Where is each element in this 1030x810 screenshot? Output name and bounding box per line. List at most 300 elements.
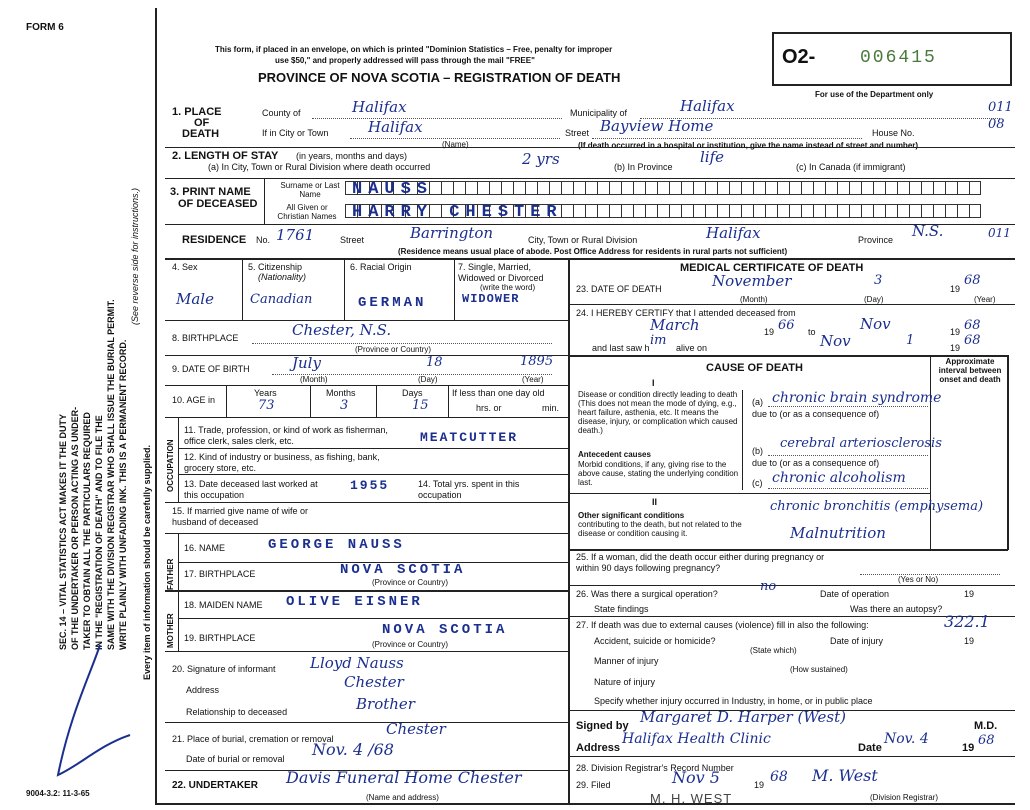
due-to-a: due to (or as a consequence of) bbox=[752, 409, 880, 419]
death-day-value: 3 bbox=[874, 273, 883, 288]
occupation-vert: OCCUPATION bbox=[166, 439, 175, 492]
age-div4 bbox=[448, 385, 449, 417]
name-char-box bbox=[585, 204, 597, 218]
undertaker-label: 22. UNDERTAKER bbox=[172, 780, 258, 791]
filed-year-prefix: 19 bbox=[754, 780, 765, 790]
citizenship-value: Canadian bbox=[250, 292, 313, 307]
last-saw-label: and last saw h bbox=[592, 343, 650, 353]
row4-div2 bbox=[344, 258, 345, 320]
dob-day-sub: (Day) bbox=[418, 375, 438, 384]
yes-no-label: (Yes or No) bbox=[898, 575, 939, 584]
name-char-box bbox=[885, 204, 897, 218]
name-char-box bbox=[669, 204, 681, 218]
other-label: Other significant conditions bbox=[578, 511, 685, 520]
dept-use-note: For use of the Department only bbox=[815, 90, 934, 99]
registrar-value: M. West bbox=[812, 766, 878, 785]
age-div1 bbox=[226, 385, 227, 417]
side-instructions: (See reverse side for instructions.) bbox=[130, 187, 140, 325]
row28-top-line bbox=[568, 756, 1015, 757]
municipality-code: 011 bbox=[988, 100, 1013, 115]
undertaker-sub: (Name and address) bbox=[366, 793, 439, 802]
marital-label: 7. Single, Married, Widowed or Divorced bbox=[458, 262, 544, 283]
side-sec-1: SEC. 14 – VITAL STATISTICS ACT MAKES IT THE DUTY bbox=[58, 413, 68, 650]
name-char-box bbox=[933, 181, 945, 195]
burial-date-label: Date of burial or removal bbox=[186, 754, 285, 764]
name-char-box bbox=[717, 181, 729, 195]
date-death-label: 23. DATE OF DEATH bbox=[576, 284, 662, 294]
mother-top-line bbox=[165, 590, 568, 592]
name-char-box bbox=[837, 204, 849, 218]
cause-b-value: cerebral arteriosclerosis bbox=[780, 436, 942, 451]
dob-year: 1895 bbox=[520, 354, 554, 369]
dob-day: 18 bbox=[426, 355, 443, 370]
name-char-box bbox=[825, 204, 837, 218]
death-day-sub: (Day) bbox=[864, 295, 884, 304]
mother-birthplace-sub: (Province or Country) bbox=[372, 640, 449, 649]
age-div3 bbox=[376, 385, 377, 417]
name-char-box bbox=[777, 181, 789, 195]
death-month-sub: (Month) bbox=[740, 295, 768, 304]
side-every-item: Every item of information should be carefully supplied. bbox=[142, 444, 152, 680]
pen-stroke bbox=[58, 645, 130, 775]
age-months-value: 3 bbox=[340, 398, 349, 413]
side-sec-3: TAKER TO OBTAIN ALL THE PARTICULARS REQUIRED bbox=[82, 412, 92, 650]
in-city-value: 2 yrs bbox=[522, 150, 560, 168]
pen-mark bbox=[30, 635, 140, 795]
municipality-value: Halifax bbox=[680, 97, 735, 115]
sig-date-label: Date bbox=[858, 742, 882, 754]
age-days-label: Days bbox=[402, 388, 423, 398]
alive-on-label: alive on bbox=[676, 343, 708, 353]
side-sec-2: OF THE UNDERTAKER OR PERSON ACTING AS UNDER- bbox=[70, 406, 80, 650]
nationality-label: (Nationality) bbox=[258, 272, 307, 282]
inf-address-value: Chester bbox=[344, 673, 404, 691]
county-line bbox=[312, 118, 562, 119]
findings-label: State findings bbox=[594, 604, 649, 614]
res-no-label: No. bbox=[256, 235, 271, 245]
accident-label: Accident, suicide or homicide? bbox=[594, 636, 716, 646]
burial-place-label: 21. Place of burial, cremation or removal bbox=[172, 734, 334, 744]
attend-from-value: March bbox=[650, 316, 700, 334]
signed-value: Margaret D. Harper (West) bbox=[640, 708, 847, 726]
name-char-box bbox=[477, 181, 489, 195]
sig-date-value: Nov. 4 bbox=[884, 731, 929, 747]
place-death-label: 1. PLACE bbox=[172, 106, 222, 118]
father-top-line bbox=[165, 533, 568, 534]
code-value: 322.1 bbox=[944, 612, 990, 631]
in-province-label: (b) In Province bbox=[614, 162, 673, 172]
antecedent-sub: Morbid conditions, if any, giving rise to the above cause, stating the underlying condition last. bbox=[578, 460, 739, 487]
dob-month-sub: (Month) bbox=[300, 375, 328, 384]
name-char-box bbox=[561, 181, 573, 195]
manner-label: Manner of injury bbox=[594, 656, 659, 666]
cause-c-label: (c) bbox=[752, 478, 763, 488]
cause-c-line bbox=[768, 488, 928, 489]
name-char-box bbox=[801, 181, 813, 195]
sex-value: Male bbox=[176, 290, 214, 308]
residence-note: (Residence means usual place of abode. Post Office Address for residents in rural parts not sufficient) bbox=[398, 247, 788, 256]
trade-label: 11. Trade, profession, or kind of work as fisherman, office clerk, sales clerk, etc. bbox=[184, 425, 388, 446]
name-char-box bbox=[849, 181, 861, 195]
name-char-box bbox=[609, 181, 621, 195]
filed-year-value: 68 bbox=[770, 769, 788, 785]
occ-top-line bbox=[165, 417, 568, 418]
middle-divider bbox=[568, 258, 570, 803]
residence-label: RESIDENCE bbox=[182, 234, 247, 246]
cause-b-line bbox=[768, 455, 928, 456]
name-char-box bbox=[861, 204, 873, 218]
sig-address-value: Halifax Health Clinic bbox=[622, 731, 771, 747]
date-injury-label: Date of injury bbox=[830, 636, 884, 646]
surgery-label: 26. Was there a surgical operation? bbox=[576, 589, 718, 599]
maiden-label: 18. MAIDEN NAME bbox=[184, 600, 263, 610]
sec3-top-line bbox=[165, 178, 1015, 179]
name-char-box bbox=[645, 204, 657, 218]
birthplace-sub: (Province or Country) bbox=[355, 345, 432, 354]
father-name-label: 16. NAME bbox=[184, 543, 226, 553]
certify-label: 24. I HEREBY CERTIFY that I attended deceased from bbox=[576, 308, 796, 318]
name-char-box bbox=[765, 181, 777, 195]
name-char-box bbox=[657, 181, 669, 195]
married-name-label: 15. If married give name of wife or husband of deceased bbox=[172, 506, 309, 527]
informant-value: Lloyd Nauss bbox=[310, 654, 404, 672]
sec2-top-line bbox=[165, 147, 1015, 148]
county-value: Halifax bbox=[352, 98, 407, 116]
state-which-label: (State which) bbox=[750, 646, 797, 655]
in-canada-label: (c) In Canada (if immigrant) bbox=[796, 162, 906, 172]
name-char-box bbox=[897, 204, 909, 218]
name-char-box bbox=[777, 204, 789, 218]
name-char-box bbox=[921, 204, 933, 218]
mother-vert: MOTHER bbox=[166, 613, 175, 648]
mail-notice-2: use $50," and properly addressed will pass through the mail "FREE" bbox=[275, 56, 535, 65]
name-char-box bbox=[501, 181, 513, 195]
racial-value: GERMAN bbox=[358, 295, 427, 311]
external-label: 27. If death was due to external causes (violence) fill in also the following: bbox=[576, 620, 869, 630]
name-char-box bbox=[945, 204, 957, 218]
in-province-value: life bbox=[700, 148, 725, 166]
name-char-box bbox=[465, 181, 477, 195]
name-char-box bbox=[513, 181, 525, 195]
autopsy-label: Was there an autopsy? bbox=[850, 604, 943, 614]
parents-div bbox=[178, 533, 179, 651]
name-char-box bbox=[645, 181, 657, 195]
left-margin-line bbox=[155, 8, 157, 804]
attend-to-value: Nov bbox=[860, 315, 891, 333]
age-years-label: Years bbox=[254, 388, 277, 398]
name-char-box bbox=[741, 204, 753, 218]
name-char-box bbox=[909, 204, 921, 218]
hospital-note: (If death occurred in a hospital or institution, give the name instead of street and number) bbox=[578, 141, 919, 150]
alive-day: 1 bbox=[906, 333, 915, 348]
res-city-value: Halifax bbox=[706, 224, 761, 242]
side-sec-4: IN THE "REGISTRATION OF DEATH" AND TO FILE THE bbox=[94, 415, 104, 650]
total-years-label: 14. Total yrs. spent in this occupation bbox=[418, 479, 520, 500]
name-char-box bbox=[537, 181, 549, 195]
roman-two: II bbox=[652, 497, 658, 507]
row24-top-line bbox=[568, 304, 1015, 305]
bottom-line bbox=[155, 803, 1015, 805]
name-char-box bbox=[765, 204, 777, 218]
informant-label: 20. Signature of informant bbox=[172, 664, 276, 674]
interval-div bbox=[930, 355, 931, 549]
row15-top-line bbox=[165, 502, 568, 503]
informant-top-line bbox=[165, 651, 568, 652]
city-value: Halifax bbox=[368, 118, 423, 136]
house-code: 08 bbox=[988, 117, 1005, 132]
name-char-box bbox=[681, 204, 693, 218]
name-char-box bbox=[753, 181, 765, 195]
print-name-label: 3. PRINT NAME bbox=[170, 186, 251, 198]
name-char-box bbox=[873, 181, 885, 195]
registration-prefix: O2- bbox=[782, 46, 816, 68]
marital-value: WIDOWER bbox=[462, 292, 520, 306]
name-char-box bbox=[453, 181, 465, 195]
of-deceased-label: OF DECEASED bbox=[178, 198, 258, 210]
age-label: 10. AGE in bbox=[172, 395, 216, 405]
place-death-word: DEATH bbox=[182, 128, 220, 140]
sig-year-prefix: 19 bbox=[962, 742, 975, 754]
name-char-box bbox=[753, 204, 765, 218]
print-code: 9004-3.2: 11-3-65 bbox=[26, 789, 90, 798]
municipality-label: Municipality of bbox=[570, 108, 628, 118]
write-word-label: (write the word) bbox=[480, 283, 536, 292]
name-char-box bbox=[693, 181, 705, 195]
occ-line2 bbox=[178, 448, 568, 449]
res-city-label: City, Town or Rural Division bbox=[528, 235, 638, 245]
registrar-sub: (Division Registrar) bbox=[870, 793, 939, 802]
given-label: All Given or Christian Names bbox=[277, 203, 337, 221]
surname-label: Surname or Last Name bbox=[280, 181, 340, 199]
relationship-label: Relationship to deceased bbox=[186, 707, 288, 717]
res-province-label: Province bbox=[858, 235, 894, 245]
registration-number: 006415 bbox=[860, 48, 937, 68]
name-char-box bbox=[489, 181, 501, 195]
last-worked-value: 1955 bbox=[350, 478, 390, 493]
row4-div3 bbox=[454, 258, 455, 320]
less-day-label: If less than one day old bbox=[452, 388, 545, 398]
name-char-box bbox=[693, 204, 705, 218]
given-value: HARRY CHESTER bbox=[352, 203, 563, 222]
name-char-box bbox=[729, 204, 741, 218]
death-month-value: November bbox=[712, 272, 792, 290]
brace-line bbox=[742, 390, 743, 490]
row4-div1 bbox=[242, 258, 243, 320]
name-char-box bbox=[705, 204, 717, 218]
mother-birthplace-value: NOVA SCOTIA bbox=[382, 622, 508, 638]
disease-label: Disease or condition directly leading to death (This does not mean the mode of dying, e.g., heart failure, asthenia, etc. It means the disease, injury, or complication which caused death.) bbox=[578, 390, 738, 435]
name-char-box bbox=[885, 181, 897, 195]
occ-div bbox=[178, 417, 179, 502]
length-stay-label: 2. LENGTH OF STAY bbox=[172, 150, 279, 162]
death-year-prefix: 19 bbox=[950, 284, 961, 294]
name-char-box bbox=[837, 181, 849, 195]
father-vert: FATHER bbox=[166, 558, 175, 590]
trade-value: MEATCUTTER bbox=[420, 430, 519, 445]
date-op-year-prefix: 19 bbox=[964, 589, 975, 599]
name-char-box bbox=[597, 181, 609, 195]
res-street-label: Street bbox=[340, 235, 365, 245]
name-char-box bbox=[549, 181, 561, 195]
name-char-box bbox=[525, 181, 537, 195]
name-char-box bbox=[969, 181, 981, 195]
name-char-box bbox=[957, 204, 969, 218]
div-record-label: 28. Division Registrar's Record Number bbox=[576, 763, 734, 773]
date-injury-year-prefix: 19 bbox=[964, 636, 975, 646]
dob-month: July bbox=[292, 354, 321, 372]
street-value: Bayview Home bbox=[600, 117, 714, 135]
sig-address-label: Address bbox=[576, 742, 621, 754]
father-birthplace-value: NOVA SCOTIA bbox=[340, 562, 466, 578]
other-sub: contributing to the death, but not related to the disease or condition causing it. bbox=[578, 520, 742, 538]
name-char-box bbox=[633, 181, 645, 195]
inf-address-label: Address bbox=[186, 685, 220, 695]
father-birthplace-label: 17. BIRTHPLACE bbox=[184, 569, 256, 579]
row4-top-line bbox=[165, 258, 1015, 260]
specify-label: Specify whether injury occurred in Industry, in home, or in public place bbox=[594, 696, 873, 706]
attend-from-year-prefix: 19 bbox=[764, 327, 775, 337]
sig-year-value: 68 bbox=[978, 733, 995, 748]
md-label: M.D. bbox=[974, 720, 998, 732]
occ-line3 bbox=[178, 474, 568, 475]
burial-date-value: Nov. 4 /68 bbox=[312, 740, 394, 759]
cause-a-label: (a) bbox=[752, 397, 763, 407]
side-sec-6: WRITE PLAINLY WITH UNFADING INK. THIS IS A PERMANENT RECORD. bbox=[118, 339, 128, 650]
relationship-value: Brother bbox=[356, 695, 415, 713]
maiden-value: OLIVE EISNER bbox=[286, 594, 423, 610]
name-char-box bbox=[921, 181, 933, 195]
alive-year: 68 bbox=[964, 333, 981, 348]
other1-value: chronic bronchitis (emphysema) bbox=[770, 499, 984, 514]
birthplace-value: Chester, N.S. bbox=[292, 321, 392, 339]
cause-b-label: (b) bbox=[752, 446, 763, 456]
interval-label: Approximate interval between onset and death bbox=[938, 357, 1002, 384]
burial-place-value: Chester bbox=[386, 720, 446, 738]
dob-label: 9. DATE OF BIRTH bbox=[172, 364, 250, 374]
surname-boxes bbox=[345, 181, 981, 195]
death-year-sub: (Year) bbox=[974, 295, 996, 304]
attend-to-label: to bbox=[808, 327, 816, 337]
surgery-value: no bbox=[760, 579, 777, 594]
name-char-box bbox=[573, 181, 585, 195]
name-char-box bbox=[873, 204, 885, 218]
nature-label: Nature of injury bbox=[594, 677, 656, 687]
res-no-value: 1761 bbox=[276, 226, 315, 244]
sex-label: 4. Sex bbox=[172, 262, 198, 272]
mother-line2 bbox=[178, 618, 568, 619]
dob-year-sub: (Year) bbox=[522, 375, 544, 384]
name-char-box bbox=[813, 181, 825, 195]
age-days-value: 15 bbox=[412, 398, 429, 413]
age-years-value: 73 bbox=[258, 398, 275, 413]
name-char-box bbox=[897, 181, 909, 195]
name-char-box bbox=[849, 204, 861, 218]
in-city-label: (a) In City, Town or Rural Division where death occurred bbox=[208, 162, 431, 172]
death-year-value: 68 bbox=[964, 273, 981, 288]
date-op-label: Date of operation bbox=[820, 589, 890, 599]
name-char-box bbox=[945, 181, 957, 195]
alive-year-prefix: 19 bbox=[950, 343, 961, 353]
min-label: min. bbox=[542, 403, 560, 413]
name-char-box bbox=[573, 204, 585, 218]
name-char-box bbox=[681, 181, 693, 195]
surname-value: NAUSS bbox=[352, 180, 434, 199]
form-title: PROVINCE OF NOVA SCOTIA – REGISTRATION OF DEATH bbox=[258, 70, 621, 85]
name-char-box bbox=[741, 181, 753, 195]
name-char-box bbox=[909, 181, 921, 195]
cause-bottom bbox=[570, 549, 1008, 551]
name-char-box bbox=[717, 204, 729, 218]
attend-to-year-prefix: 19 bbox=[950, 327, 961, 337]
name-char-box bbox=[969, 204, 981, 218]
bottom-stamp: M. H. WEST bbox=[650, 791, 733, 806]
street-label: Street bbox=[565, 128, 590, 138]
other2-value: Malnutrition bbox=[790, 524, 886, 542]
father-name-value: GEORGE NAUSS bbox=[268, 537, 405, 553]
name-char-box bbox=[789, 204, 801, 218]
cause-c-value: chronic alcoholism bbox=[772, 470, 906, 486]
citizenship-label: 5. Citizenship bbox=[248, 262, 303, 272]
name-char-box bbox=[933, 204, 945, 218]
name-char-box bbox=[633, 204, 645, 218]
racial-label: 6. Racial Origin bbox=[350, 262, 412, 272]
residence-top-line bbox=[165, 224, 1015, 225]
birthplace-line bbox=[252, 343, 552, 344]
city-name-sub: (Name) bbox=[442, 140, 469, 149]
name-char-box bbox=[705, 181, 717, 195]
name-char-box bbox=[597, 204, 609, 218]
antecedent-label: Antecedent causes bbox=[578, 450, 651, 459]
name-char-box bbox=[657, 204, 669, 218]
birthplace-label: 8. BIRTHPLACE bbox=[172, 333, 239, 343]
row26-top-line bbox=[568, 585, 1015, 586]
city-label: If in City or Town bbox=[262, 128, 329, 138]
res-province-value: N.S. bbox=[912, 222, 944, 240]
attend-to-year: 68 bbox=[964, 318, 981, 333]
name-char-box bbox=[621, 204, 633, 218]
cause-mid-line bbox=[570, 493, 930, 494]
res-street-value: Barrington bbox=[410, 224, 494, 242]
attend-from-year: 66 bbox=[778, 318, 795, 333]
cause-a-line bbox=[768, 406, 928, 407]
name-char-box bbox=[861, 181, 873, 195]
hrs-label: hrs. or bbox=[476, 403, 502, 413]
name-char-box bbox=[729, 181, 741, 195]
roman-one: I bbox=[652, 378, 655, 388]
res-code-value: 011 bbox=[988, 226, 1011, 240]
name-char-box bbox=[825, 181, 837, 195]
industry-label: 12. Kind of industry or business, as fishing, bank, grocery store, etc. bbox=[184, 452, 380, 473]
name-char-box bbox=[669, 181, 681, 195]
row9-top-line bbox=[165, 355, 568, 356]
sec3-div bbox=[264, 178, 265, 224]
signed-label: Signed by bbox=[576, 720, 629, 732]
name-char-box bbox=[957, 181, 969, 195]
undertaker-value: Davis Funeral Home Chester bbox=[286, 768, 522, 787]
woman-label: 25. If a woman, did the death occur either during pregnancy or within 90 days following pregnancy? bbox=[576, 552, 825, 573]
house-label: House No. bbox=[872, 128, 915, 138]
name-char-box bbox=[813, 204, 825, 218]
name-char-box bbox=[609, 204, 621, 218]
alive-month: Nov bbox=[820, 332, 851, 350]
length-stay-sub: (in years, months and days) bbox=[296, 151, 408, 161]
mother-birthplace-label: 19. BIRTHPLACE bbox=[184, 633, 256, 643]
last-worked-label: 13. Date deceased last worked at this occupation bbox=[184, 479, 318, 500]
due-to-b: due to (or as a consequence of) bbox=[752, 458, 880, 468]
last-saw-value: im bbox=[650, 333, 667, 348]
age-months-label: Months bbox=[326, 388, 356, 398]
city-line bbox=[350, 138, 560, 139]
